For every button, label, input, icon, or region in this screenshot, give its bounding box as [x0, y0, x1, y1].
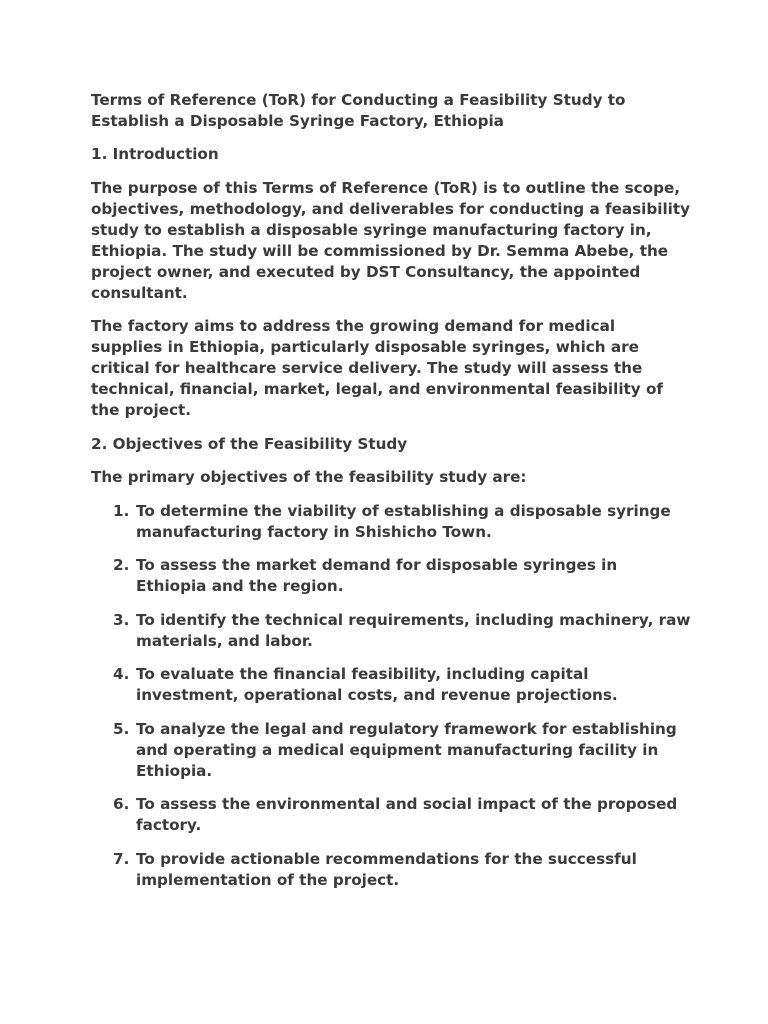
- objective-text: To assess the environmental and social impact of the proposed factory.: [136, 795, 678, 834]
- intro-paragraph-2: The factory aims to address the growing demand for medical supplies in Ethiopia, particularly disposable syringes, which are critical for healthcare service delivery. The study will assess the technical, financial, market, legal, and environmental feasibility of the project.: [91, 317, 664, 419]
- objective-text: To identify the technical requirements, including machinery, raw materials, and labor.: [136, 610, 691, 650]
- objectives-intro: The primary objectives of the feasibility study are:: [91, 468, 527, 486]
- objective-item: [91, 501, 691, 543]
- objective-text: To determine the viability of establishing a disposable syringe manufacturing factory in Shishicho Town.: [136, 501, 671, 541]
- section-heading-introduction: 1. Introduction: [91, 145, 219, 163]
- objective-item: [91, 794, 691, 836]
- objective-number: 2.: [113, 556, 130, 574]
- intro-paragraph-1: The purpose of this Terms of Reference (ToR) is to outline the scope, objectives, methodology, and deliverables for conducting a feasibility study to establish a disposable syringe manufacturing factory in, Ethiopia. The study will be commissioned by Dr. Semma Abebe, the project owner, and executed by DST Consultancy, the appointed consultant.: [91, 178, 691, 302]
- objective-text: To provide actionable recommendations for the successful implementation of the project.: [136, 849, 637, 889]
- objective-number: 1.: [113, 501, 130, 520]
- objective-text: To assess the market demand for disposable syringes in Ethiopia and the region.: [136, 556, 618, 595]
- objective-number: 6.: [113, 795, 130, 813]
- objective-item: [91, 664, 691, 706]
- objective-number: 7.: [113, 849, 130, 868]
- objective-item: [91, 555, 691, 597]
- objective-text: To evaluate the financial feasibility, including capital investment, operational costs, and revenue projections.: [136, 665, 618, 704]
- objective-item: [91, 849, 691, 891]
- objective-text: To analyze the legal and regulatory framework for establishing and operating a medical equipment manufacturing facility in Ethiopia.: [136, 719, 677, 780]
- document-body: [91, 90, 691, 903]
- objective-number: 5.: [113, 719, 130, 738]
- objective-number: 4.: [113, 665, 130, 683]
- objective-number: 3.: [113, 610, 130, 629]
- section-heading-objectives: 2. Objectives of the Feasibility Study: [91, 434, 408, 453]
- document-title: Terms of Reference (ToR) for Conducting a Feasibility Study to Establish a Disposable Syringe Factory, Ethiopia: [91, 91, 626, 130]
- objective-item: [91, 610, 691, 652]
- objectives-list: [91, 501, 691, 891]
- objective-item: [91, 719, 691, 782]
